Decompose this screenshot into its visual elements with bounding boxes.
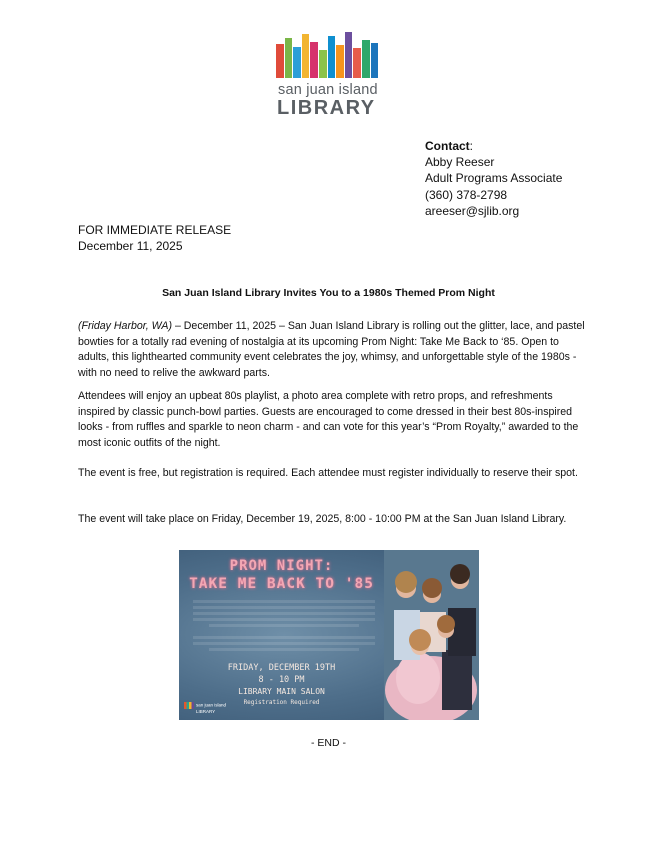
- logo-bar: [345, 32, 353, 78]
- contact-phone: (360) 378-2798: [425, 187, 508, 202]
- contact-title: Adult Programs Associate: [425, 171, 563, 186]
- flyer-small-text-line: [209, 624, 359, 627]
- flyer-title-line2: TAKE ME BACK TO '85: [189, 576, 374, 592]
- logo-bar: [353, 48, 361, 78]
- event-flyer-image: [179, 550, 479, 720]
- paragraph-schedule: The event will take place on Friday, December 19, 2025, 8:00 - 10:00 PM at the San Juan Island Library.: [78, 513, 567, 525]
- contact-label-colon: :: [469, 139, 474, 153]
- flyer-date: FRIDAY, DECEMBER 19TH: [227, 663, 336, 673]
- paragraph-activities: Attendees will enjoy an upbeat 80s playlist, a photo area complete with retro props, and refreshments inspired by classic punch-bowl parties. Guests are encouraged to come dressed in their best 80s-inspired looks - from ruffles and sparkle to neon charm - and can vote for this year’s “Prom Royalty,” awarded to the most iconic outfits of the night.: [78, 390, 579, 449]
- logo-bar: [362, 40, 370, 78]
- dateline-location: (Friday Harbor, WA): [78, 320, 172, 332]
- headline: San Juan Island Library Invites You to a 1980s Themed Prom Night: [162, 287, 495, 299]
- flyer-small-text-line: [193, 636, 375, 639]
- flyer-library-logo: [184, 702, 226, 714]
- flyer-title-line1: PROM NIGHT:: [229, 558, 334, 574]
- contact-email[interactable]: areeser@sjlib.org: [425, 203, 520, 218]
- logo-color-bars: [276, 32, 380, 78]
- flyer-logo-line1: san juan island: [196, 702, 227, 708]
- flyer-place: LIBRARY MAIN SALON: [238, 687, 325, 696]
- release-date: December 11, 2025: [78, 239, 183, 253]
- prom-group-photo: [384, 550, 479, 720]
- release-label: FOR IMMEDIATE RELEASE: [78, 223, 232, 237]
- flyer-small-text-line: [209, 648, 359, 651]
- logo-bar: [371, 43, 379, 78]
- library-logo: [276, 32, 384, 119]
- logo-bar: [285, 38, 293, 78]
- flyer-logo-mark-icon: [184, 702, 194, 709]
- flyer-small-text-line: [193, 642, 375, 645]
- logo-text-top: san juan island: [278, 82, 378, 98]
- paragraph-registration: The event is free, but registration is required. Each attendee must register individually to reserve their spot.: [78, 467, 578, 479]
- flyer-logo-line2: LIBRARY: [196, 709, 216, 714]
- contact-name: Abby Reeser: [425, 155, 495, 170]
- flyer-small-text-line: [193, 600, 375, 603]
- paragraph-intro: [78, 319, 588, 381]
- logo-bar: [336, 45, 344, 78]
- flyer-small-text-line: [193, 612, 375, 615]
- flyer-registration-note: Registration Required: [243, 699, 320, 706]
- intro-text: – December 11, 2025 – San Juan Island Library is rolling out the glitter, lace, and pastel bowties for a totally rad evening of nostalgia at its upcoming Prom Night: Take Me Back to ‘85. Open to adults, this lighthearted community event celebrates the joy, whimsy, and unforgettable style of the 1980s - with no need to relive the awkward parts.: [78, 320, 585, 379]
- contact-block: [425, 138, 562, 219]
- end-marker: - END -: [311, 737, 346, 749]
- logo-bar: [276, 44, 284, 78]
- flyer-small-text-line: [193, 618, 375, 621]
- logo-bar: [302, 34, 310, 78]
- logo-bar: [293, 47, 301, 78]
- flyer-time: 8 - 10 PM: [258, 675, 305, 685]
- flyer-small-text-line: [193, 606, 375, 609]
- logo-text-bottom: LIBRARY: [277, 97, 376, 119]
- contact-label: Contact: [425, 139, 470, 153]
- release-block: [78, 222, 231, 254]
- logo-bar: [310, 42, 318, 78]
- logo-bar: [319, 50, 327, 78]
- logo-bar: [328, 36, 336, 78]
